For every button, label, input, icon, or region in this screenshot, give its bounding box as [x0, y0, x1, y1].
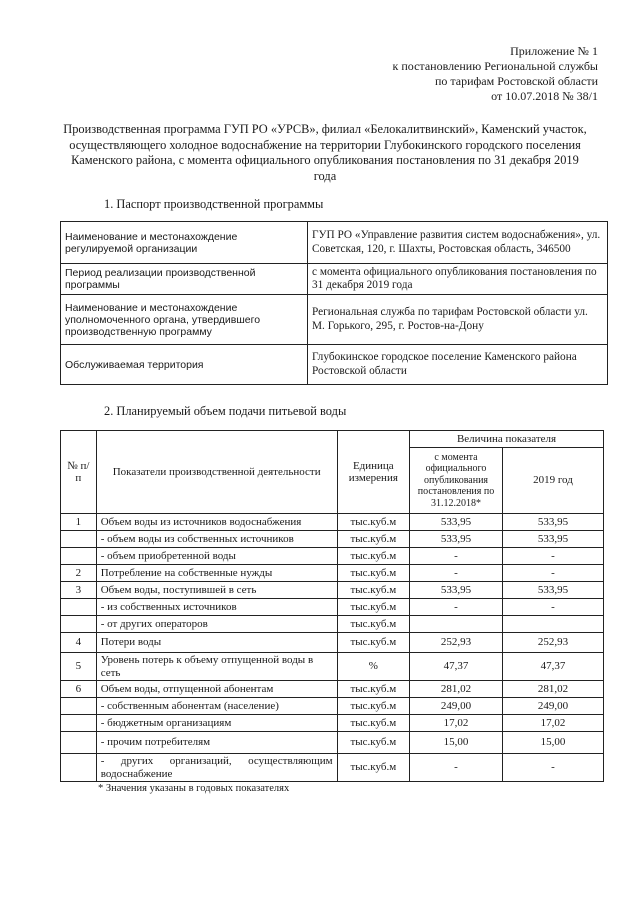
cell-value-2018: -: [410, 754, 503, 782]
cell-num: [61, 732, 97, 754]
table-row: [61, 754, 604, 782]
passport-value: ГУП РО «Управление развития систем водоснабжения», ул. Советская, 120, г. Шахты, Ростовская область, 346500: [308, 222, 608, 264]
passport-table: [60, 221, 608, 385]
cell-name: Потребление на собственные нужды: [96, 565, 337, 582]
table-row: [61, 548, 604, 565]
cell-num: [61, 754, 97, 782]
section2-heading: 2. Планируемый объем подачи питьевой воды: [104, 404, 347, 418]
cell-value-2018: -: [410, 565, 503, 582]
passport-label: Наименование и местонахождение уполномоченного органа, утвердившего производственную программу: [61, 295, 308, 345]
header-period2: 2019 год: [502, 448, 603, 514]
table-row: [61, 633, 604, 653]
cell-value-2018: 47,37: [410, 653, 503, 681]
cell-value-2018: 249,00: [410, 698, 503, 715]
cell-unit: тыс.куб.м: [337, 698, 409, 715]
cell-num: 1: [61, 514, 97, 531]
cell-name: - других организаций, осуществляющим водоснабжение: [96, 754, 337, 782]
cell-name: Объем воды, поступившей в сеть: [96, 582, 337, 599]
appendix-line: от 10.07.2018 № 38/1: [491, 89, 598, 103]
cell-unit: тыс.куб.м: [337, 582, 409, 599]
cell-value-2019: 533,95: [502, 514, 603, 531]
cell-value-2019: 15,00: [502, 732, 603, 754]
cell-unit: тыс.куб.м: [337, 565, 409, 582]
table-row: [61, 732, 604, 754]
cell-name: Потери воды: [96, 633, 337, 653]
table-row: [61, 531, 604, 548]
cell-value-2018: 533,95: [410, 514, 503, 531]
passport-label: Период реализации производственной программы: [61, 264, 308, 295]
header-indicator: Показатели производственной деятельности: [96, 431, 337, 514]
cell-name: Уровень потерь к объему отпущенной воды в сеть: [96, 653, 337, 681]
cell-num: [61, 698, 97, 715]
passport-value: с момента официального опубликования постановления по 31 декабря 2019 года: [308, 264, 608, 295]
passport-label: Наименование и местонахождение регулируемой организации: [61, 222, 308, 264]
cell-num: 2: [61, 565, 97, 582]
cell-num: 5: [61, 653, 97, 681]
cell-unit: тыс.куб.м: [337, 754, 409, 782]
table-row: [61, 222, 608, 264]
cell-value-2018: 17,02: [410, 715, 503, 732]
cell-value-2019: -: [502, 754, 603, 782]
cell-num: [61, 715, 97, 732]
cell-value-2019: -: [502, 599, 603, 616]
cell-num: [61, 531, 97, 548]
cell-unit: тыс.куб.м: [337, 681, 409, 698]
cell-value-2019: 17,02: [502, 715, 603, 732]
cell-name: - объем приобретенной воды: [96, 548, 337, 565]
cell-unit: тыс.куб.м: [337, 633, 409, 653]
header-unit: Единица измерения: [337, 431, 409, 514]
cell-unit: тыс.куб.м: [337, 514, 409, 531]
header-value-group: Величина показателя: [410, 431, 604, 448]
cell-value-2019: 249,00: [502, 698, 603, 715]
cell-value-2018: 533,95: [410, 531, 503, 548]
cell-unit: %: [337, 653, 409, 681]
cell-value-2019: -: [502, 565, 603, 582]
cell-unit: тыс.куб.м: [337, 599, 409, 616]
cell-unit: тыс.куб.м: [337, 715, 409, 732]
appendix-line: к постановлению Региональной службы: [392, 59, 598, 73]
cell-value-2019: [502, 616, 603, 633]
passport-label: Обслуживаемая территория: [61, 345, 308, 385]
cell-num: 6: [61, 681, 97, 698]
cell-name: - от других операторов: [96, 616, 337, 633]
cell-value-2018: 15,00: [410, 732, 503, 754]
cell-name: - из собственных источников: [96, 599, 337, 616]
cell-num: 4: [61, 633, 97, 653]
cell-num: [61, 616, 97, 633]
cell-name: - бюджетным организациям: [96, 715, 337, 732]
cell-value-2018: -: [410, 548, 503, 565]
cell-num: 3: [61, 582, 97, 599]
footnote: * Значения указаны в годовых показателях: [98, 783, 290, 794]
cell-value-2018: 533,95: [410, 582, 503, 599]
appendix-line: Приложение № 1: [510, 44, 598, 58]
table-row: [61, 653, 604, 681]
header-period1: с момента официального опубликования постановления по 31.12.2018*: [410, 448, 503, 514]
appendix-line: по тарифам Ростовской области: [434, 74, 598, 88]
cell-name: - объем воды из собственных источников: [96, 531, 337, 548]
document-title: Производственная программа ГУП РО «УРСВ», филиал «Белокалитвинский», Каменский участок, осуществляющего холодное водоснабжение на территории Глубокинского городского поселения Каменского района, с момента официального опубликования постановления по 31 декабря 2019 года: [63, 122, 587, 183]
cell-value-2018: 281,02: [410, 681, 503, 698]
cell-value-2018: -: [410, 599, 503, 616]
water-volume-table: [60, 430, 604, 782]
cell-value-2019: 533,95: [502, 531, 603, 548]
cell-value-2019: 252,93: [502, 633, 603, 653]
cell-name: - собственным абонентам (население): [96, 698, 337, 715]
table-row: [61, 616, 604, 633]
cell-unit: тыс.куб.м: [337, 531, 409, 548]
cell-value-2019: 47,37: [502, 653, 603, 681]
cell-unit: тыс.куб.м: [337, 548, 409, 565]
table-row: [61, 565, 604, 582]
cell-value-2019: 533,95: [502, 582, 603, 599]
passport-value: Региональная служба по тарифам Ростовской области ул. М. Горького, 295, г. Ростов-на-Дону: [308, 295, 608, 345]
table-row: [61, 681, 604, 698]
passport-value: Глубокинское городское поселение Каменского района Ростовской области: [308, 345, 608, 385]
cell-name: - прочим потребителям: [96, 732, 337, 754]
table-row: [61, 264, 608, 295]
cell-value-2018: [410, 616, 503, 633]
table-row: [61, 295, 608, 345]
header-num: № п/п: [61, 431, 97, 514]
cell-name: Объем воды из источников водоснабжения: [96, 514, 337, 531]
cell-value-2019: 281,02: [502, 681, 603, 698]
cell-unit: тыс.куб.м: [337, 616, 409, 633]
table-row: [61, 514, 604, 531]
appendix-header: [393, 44, 598, 104]
table-header-row: [61, 431, 604, 448]
table-row: [61, 599, 604, 616]
table-row: [61, 582, 604, 599]
cell-value-2018: 252,93: [410, 633, 503, 653]
cell-unit: тыс.куб.м: [337, 732, 409, 754]
cell-name: Объем воды, отпущенной абонентам: [96, 681, 337, 698]
table-row: [61, 715, 604, 732]
table-row: [61, 698, 604, 715]
table-row: [61, 345, 608, 385]
cell-num: [61, 548, 97, 565]
cell-num: [61, 599, 97, 616]
section1-heading: 1. Паспорт производственной программы: [104, 197, 324, 211]
cell-value-2019: -: [502, 548, 603, 565]
